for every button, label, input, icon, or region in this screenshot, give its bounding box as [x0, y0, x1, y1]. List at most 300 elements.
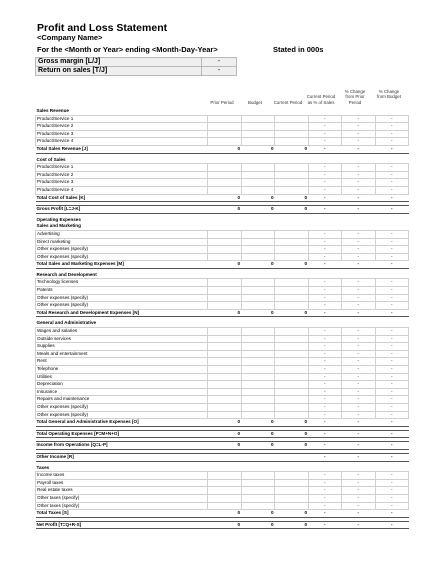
- section-filler: [208, 217, 409, 224]
- row-label: Supplies: [36, 343, 208, 351]
- amount-cell[interactable]: [241, 366, 275, 374]
- amount-cell[interactable]: [208, 179, 242, 187]
- line-item-row: [36, 230, 409, 238]
- percent-cell: -: [375, 194, 409, 202]
- column-header: Prior Period: [210, 99, 234, 105]
- percent-cell: -: [375, 171, 409, 179]
- row-label: Other expenses (specify): [36, 294, 208, 302]
- amount-cell[interactable]: [275, 373, 309, 381]
- amount-cell[interactable]: 0: [208, 430, 242, 438]
- percent-cell: -: [308, 194, 342, 202]
- percent-cell: -: [375, 521, 409, 529]
- percent-cell: -: [375, 130, 409, 138]
- amount-cell[interactable]: [208, 328, 242, 336]
- percent-cell: -: [342, 164, 376, 172]
- amount-cell[interactable]: [208, 487, 242, 495]
- row-label: Product/Service 4: [36, 138, 208, 146]
- percent-cell: -: [342, 403, 376, 411]
- amount-cell[interactable]: [241, 411, 275, 419]
- amount-cell[interactable]: [208, 186, 242, 194]
- amount-cell[interactable]: [208, 403, 242, 411]
- section-heading-row: [36, 108, 409, 115]
- percent-cell: -: [342, 145, 376, 153]
- line-item-row: [36, 350, 409, 358]
- section-filler: [208, 223, 409, 230]
- amount-cell[interactable]: [208, 366, 242, 374]
- percent-cell: -: [308, 487, 342, 495]
- section-heading-row: [36, 272, 409, 279]
- percent-cell: -: [308, 358, 342, 366]
- percent-cell: -: [375, 246, 409, 254]
- total-row: [36, 521, 409, 529]
- amount-cell[interactable]: 0: [275, 194, 309, 202]
- amount-cell[interactable]: [275, 358, 309, 366]
- amount-cell[interactable]: [208, 171, 242, 179]
- amount-cell[interactable]: [241, 479, 275, 487]
- amount-cell[interactable]: 0: [241, 430, 275, 438]
- percent-cell: -: [342, 430, 376, 438]
- amount-cell[interactable]: 0: [208, 521, 242, 529]
- document-title: Profit and Loss Statement: [37, 22, 168, 34]
- percent-cell: -: [308, 453, 342, 461]
- line-item-row: [36, 294, 409, 302]
- total-row: [36, 430, 409, 438]
- amount-cell[interactable]: [208, 238, 242, 246]
- period-line: For the <Month or Year> ending <Month-Day-Year>: [37, 45, 218, 54]
- amount-cell[interactable]: [275, 411, 309, 419]
- amount-cell[interactable]: [241, 335, 275, 343]
- amount-cell[interactable]: [241, 186, 275, 194]
- amount-cell[interactable]: [275, 294, 309, 302]
- percent-cell: -: [375, 206, 409, 214]
- line-item-row: [36, 411, 409, 419]
- amount-cell[interactable]: 0: [208, 194, 242, 202]
- amount-cell[interactable]: [241, 487, 275, 495]
- amount-cell[interactable]: [241, 502, 275, 510]
- amount-cell[interactable]: [241, 171, 275, 179]
- percent-cell: -: [308, 261, 342, 269]
- amount-cell[interactable]: [241, 287, 275, 295]
- amount-cell[interactable]: [241, 358, 275, 366]
- amount-cell[interactable]: [275, 246, 309, 254]
- total-row: [36, 206, 409, 214]
- amount-cell[interactable]: [275, 171, 309, 179]
- amount-cell[interactable]: [275, 472, 309, 480]
- section-filler: [208, 157, 409, 164]
- amount-cell[interactable]: 0: [275, 206, 309, 214]
- percent-cell: -: [375, 230, 409, 238]
- amount-cell[interactable]: [241, 294, 275, 302]
- amount-cell[interactable]: [208, 287, 242, 295]
- amount-cell[interactable]: [208, 343, 242, 351]
- line-item-row: [36, 335, 409, 343]
- line-item-row: [36, 171, 409, 179]
- amount-cell[interactable]: [208, 502, 242, 510]
- row-label: Gross Profit [L=J-K]: [36, 206, 208, 214]
- amount-cell[interactable]: [275, 350, 309, 358]
- amount-cell[interactable]: [241, 138, 275, 146]
- amount-cell[interactable]: 0: [208, 261, 242, 269]
- kpi-label: Gross margin [L/J]: [36, 58, 202, 67]
- total-row: [36, 453, 409, 461]
- amount-cell[interactable]: [275, 130, 309, 138]
- amount-cell[interactable]: 0: [208, 206, 242, 214]
- amount-cell[interactable]: [208, 164, 242, 172]
- section-filler: [208, 108, 409, 115]
- amount-cell[interactable]: [208, 373, 242, 381]
- amount-cell[interactable]: [241, 123, 275, 131]
- line-item-row: [36, 358, 409, 366]
- amount-cell[interactable]: [275, 396, 309, 404]
- section-filler: [208, 465, 409, 472]
- percent-cell: -: [308, 411, 342, 419]
- amount-cell[interactable]: [275, 115, 309, 123]
- line-item-row: [36, 279, 409, 287]
- row-label: Sales Revenue: [36, 108, 69, 113]
- amount-cell[interactable]: [208, 302, 242, 310]
- kpi-table: [35, 57, 237, 76]
- line-item-row: [36, 179, 409, 187]
- percent-cell: -: [375, 115, 409, 123]
- amount-cell[interactable]: [275, 366, 309, 374]
- amount-cell[interactable]: [275, 388, 309, 396]
- amount-cell[interactable]: [241, 343, 275, 351]
- amount-cell[interactable]: [241, 302, 275, 310]
- line-item-row: [36, 115, 409, 123]
- amount-cell[interactable]: [208, 294, 242, 302]
- percent-cell: -: [342, 287, 376, 295]
- amount-cell[interactable]: [208, 123, 242, 131]
- amount-cell[interactable]: [275, 123, 309, 131]
- percent-cell: -: [342, 302, 376, 310]
- amount-cell[interactable]: [241, 403, 275, 411]
- line-item-row: [36, 388, 409, 396]
- amount-cell[interactable]: [275, 164, 309, 172]
- percent-cell: -: [375, 164, 409, 172]
- amount-cell[interactable]: [208, 230, 242, 238]
- percent-cell: -: [375, 294, 409, 302]
- percent-cell: -: [375, 502, 409, 510]
- percent-cell: -: [308, 253, 342, 261]
- amount-cell[interactable]: [208, 381, 242, 389]
- amount-cell[interactable]: [275, 138, 309, 146]
- percent-cell: -: [308, 171, 342, 179]
- pl-table: [35, 108, 409, 529]
- percent-cell: -: [342, 138, 376, 146]
- amount-cell[interactable]: [275, 287, 309, 295]
- percent-cell: -: [308, 302, 342, 310]
- amount-cell[interactable]: [241, 381, 275, 389]
- amount-cell[interactable]: [241, 130, 275, 138]
- row-label: Other expenses (specify): [36, 302, 208, 310]
- amount-cell[interactable]: [275, 453, 309, 461]
- amount-cell[interactable]: [275, 253, 309, 261]
- row-label: Rent: [36, 358, 208, 366]
- amount-cell[interactable]: 0: [241, 510, 275, 518]
- row-label: Net Profit [T=Q+R-S]: [36, 521, 208, 529]
- column-header: Current Period: [273, 99, 303, 105]
- amount-cell[interactable]: 0: [241, 309, 275, 317]
- percent-cell: -: [308, 230, 342, 238]
- percent-cell: -: [342, 238, 376, 246]
- amount-cell[interactable]: [208, 388, 242, 396]
- amount-cell[interactable]: [208, 335, 242, 343]
- percent-cell: -: [308, 373, 342, 381]
- line-item-row: [36, 328, 409, 336]
- percent-cell: -: [308, 246, 342, 254]
- line-item-row: [36, 287, 409, 295]
- amount-cell[interactable]: [275, 302, 309, 310]
- percent-cell: -: [375, 381, 409, 389]
- row-label: Total General and Administrative Expenses [O]: [36, 419, 208, 427]
- amount-cell[interactable]: 0: [241, 145, 275, 153]
- percent-cell: -: [308, 430, 342, 438]
- amount-cell[interactable]: 0: [208, 510, 242, 518]
- percent-cell: -: [342, 521, 376, 529]
- row-label: Other expenses (specify): [36, 253, 208, 261]
- amount-cell[interactable]: [241, 388, 275, 396]
- amount-cell[interactable]: [208, 453, 242, 461]
- percent-cell: -: [342, 350, 376, 358]
- percent-cell: -: [308, 403, 342, 411]
- amount-cell[interactable]: [208, 253, 242, 261]
- amount-cell[interactable]: [208, 494, 242, 502]
- amount-cell[interactable]: [241, 246, 275, 254]
- row-label: Total Sales and Marketing Expenses [M]: [36, 261, 208, 269]
- amount-cell[interactable]: [208, 246, 242, 254]
- percent-cell: -: [308, 510, 342, 518]
- percent-cell: -: [342, 171, 376, 179]
- row-label: Direct marketing: [36, 238, 208, 246]
- amount-cell[interactable]: 0: [275, 430, 309, 438]
- percent-cell: -: [308, 287, 342, 295]
- section-heading-row: [36, 217, 409, 224]
- amount-cell[interactable]: [208, 350, 242, 358]
- amount-cell[interactable]: [241, 396, 275, 404]
- row-label: Product/Service 1: [36, 164, 208, 172]
- amount-cell[interactable]: [241, 453, 275, 461]
- amount-cell[interactable]: [208, 479, 242, 487]
- row-label: Other taxes (specify): [36, 502, 208, 510]
- percent-cell: -: [375, 487, 409, 495]
- amount-cell[interactable]: 0: [241, 194, 275, 202]
- row-label: Depreciation: [36, 381, 208, 389]
- percent-cell: -: [308, 335, 342, 343]
- amount-cell[interactable]: [241, 279, 275, 287]
- row-label: Total Cost of Sales [K]: [36, 194, 208, 202]
- amount-cell[interactable]: [241, 179, 275, 187]
- amount-cell[interactable]: [208, 279, 242, 287]
- percent-cell: -: [308, 442, 342, 450]
- percent-cell: -: [375, 411, 409, 419]
- amount-cell[interactable]: 0: [241, 419, 275, 427]
- amount-cell[interactable]: 0: [241, 261, 275, 269]
- percent-cell: -: [342, 279, 376, 287]
- amount-cell[interactable]: 0: [275, 145, 309, 153]
- percent-cell: -: [342, 419, 376, 427]
- kpi-value[interactable]: -: [202, 67, 237, 76]
- percent-cell: -: [342, 186, 376, 194]
- percent-cell: -: [308, 206, 342, 214]
- percent-cell: -: [375, 328, 409, 336]
- column-header: Budget: [248, 99, 262, 105]
- section-heading-row: [36, 157, 409, 164]
- row-label: Real estate taxes: [36, 487, 208, 495]
- row-label: Other expenses (specify): [36, 246, 208, 254]
- amount-cell[interactable]: [275, 179, 309, 187]
- amount-cell[interactable]: [275, 279, 309, 287]
- percent-cell: -: [375, 373, 409, 381]
- amount-cell[interactable]: 0: [241, 206, 275, 214]
- line-item-row: [36, 238, 409, 246]
- amount-cell[interactable]: [208, 130, 242, 138]
- amount-cell[interactable]: [241, 164, 275, 172]
- amount-cell[interactable]: 0: [208, 309, 242, 317]
- row-label: Technology licenses: [36, 279, 208, 287]
- line-item-row: [36, 396, 409, 404]
- line-item-row: [36, 403, 409, 411]
- percent-cell: -: [375, 403, 409, 411]
- amount-cell[interactable]: 0: [208, 145, 242, 153]
- amount-cell[interactable]: 0: [275, 442, 309, 450]
- percent-cell: -: [342, 328, 376, 336]
- section-heading-row: [36, 223, 409, 230]
- row-label: Total Operating Expenses [P=M+N+O]: [36, 430, 208, 438]
- percent-cell: -: [342, 479, 376, 487]
- company-name: <Company Name>: [37, 33, 103, 42]
- row-label: Product/Service 3: [36, 130, 208, 138]
- percent-cell: -: [308, 279, 342, 287]
- percent-cell: -: [342, 194, 376, 202]
- percent-cell: -: [342, 396, 376, 404]
- amount-cell[interactable]: 0: [275, 419, 309, 427]
- amount-cell[interactable]: 0: [241, 521, 275, 529]
- percent-cell: -: [342, 294, 376, 302]
- line-item-row: [36, 494, 409, 502]
- amount-cell[interactable]: [208, 396, 242, 404]
- amount-cell[interactable]: [241, 373, 275, 381]
- amount-cell[interactable]: [208, 411, 242, 419]
- amount-cell[interactable]: [208, 472, 242, 480]
- percent-cell: -: [375, 309, 409, 317]
- amount-cell[interactable]: [241, 238, 275, 246]
- total-row: [36, 261, 409, 269]
- amount-cell[interactable]: [241, 494, 275, 502]
- row-label: Income taxes: [36, 472, 208, 480]
- amount-cell[interactable]: 0: [275, 261, 309, 269]
- line-item-row: [36, 123, 409, 131]
- row-label: Total Taxes [S]: [36, 510, 208, 518]
- amount-cell[interactable]: [241, 253, 275, 261]
- amount-cell[interactable]: [275, 494, 309, 502]
- kpi-row: [36, 67, 237, 76]
- amount-cell[interactable]: [208, 138, 242, 146]
- percent-cell: -: [308, 381, 342, 389]
- percent-cell: -: [308, 138, 342, 146]
- amount-cell[interactable]: [208, 115, 242, 123]
- amount-cell[interactable]: 0: [275, 521, 309, 529]
- amount-cell[interactable]: 0: [275, 510, 309, 518]
- percent-cell: -: [342, 381, 376, 389]
- percent-cell: -: [342, 335, 376, 343]
- percent-cell: -: [375, 287, 409, 295]
- amount-cell[interactable]: [275, 238, 309, 246]
- row-label: Total Sales Revenue [J]: [36, 145, 208, 153]
- amount-cell[interactable]: 0: [275, 309, 309, 317]
- amount-cell[interactable]: [241, 350, 275, 358]
- line-item-row: [36, 487, 409, 495]
- total-row: [36, 194, 409, 202]
- row-label: Product/Service 4: [36, 186, 208, 194]
- amount-cell[interactable]: [241, 472, 275, 480]
- percent-cell: -: [342, 502, 376, 510]
- amount-cell[interactable]: [208, 358, 242, 366]
- percent-cell: -: [342, 343, 376, 351]
- row-label: Other expenses (specify): [36, 403, 208, 411]
- kpi-value[interactable]: -: [202, 58, 237, 67]
- percent-cell: -: [308, 472, 342, 480]
- percent-cell: -: [308, 350, 342, 358]
- column-header: Current Period as % of Sales: [306, 94, 336, 105]
- percent-cell: -: [308, 145, 342, 153]
- kpi-label: Return on sales [T/J]: [36, 67, 202, 76]
- row-label: Outside services: [36, 335, 208, 343]
- amount-cell[interactable]: [275, 487, 309, 495]
- percent-cell: -: [308, 388, 342, 396]
- line-item-row: [36, 373, 409, 381]
- row-label: Operating Expenses: [36, 216, 81, 222]
- line-item-row: [36, 479, 409, 487]
- amount-cell[interactable]: [275, 335, 309, 343]
- amount-cell[interactable]: [275, 328, 309, 336]
- stated-units: Stated in 000s: [273, 45, 324, 54]
- amount-cell[interactable]: [241, 115, 275, 123]
- amount-cell[interactable]: [275, 403, 309, 411]
- percent-cell: -: [375, 350, 409, 358]
- amount-cell[interactable]: [275, 230, 309, 238]
- percent-cell: -: [375, 494, 409, 502]
- amount-cell[interactable]: [275, 343, 309, 351]
- section-filler: [208, 272, 409, 279]
- amount-cell[interactable]: 0: [208, 419, 242, 427]
- percent-cell: -: [308, 186, 342, 194]
- amount-cell[interactable]: 0: [208, 442, 242, 450]
- percent-cell: -: [342, 246, 376, 254]
- percent-cell: -: [375, 145, 409, 153]
- percent-cell: -: [375, 442, 409, 450]
- amount-cell[interactable]: 0: [241, 442, 275, 450]
- percent-cell: -: [375, 279, 409, 287]
- percent-cell: -: [375, 453, 409, 461]
- amount-cell[interactable]: [275, 381, 309, 389]
- percent-cell: -: [308, 494, 342, 502]
- amount-cell[interactable]: [241, 328, 275, 336]
- amount-cell[interactable]: [275, 186, 309, 194]
- percent-cell: -: [342, 261, 376, 269]
- percent-cell: -: [342, 309, 376, 317]
- amount-cell[interactable]: [275, 479, 309, 487]
- row-label: Meals and entertainment: [36, 350, 208, 358]
- percent-cell: -: [342, 130, 376, 138]
- row-label: Insurance: [36, 388, 208, 396]
- percent-cell: -: [342, 388, 376, 396]
- amount-cell[interactable]: [241, 230, 275, 238]
- line-item-row: [36, 186, 409, 194]
- percent-cell: -: [375, 123, 409, 131]
- row-label: Income from Operations [Q=L-P]: [36, 442, 208, 450]
- percent-cell: -: [375, 388, 409, 396]
- amount-cell[interactable]: [275, 502, 309, 510]
